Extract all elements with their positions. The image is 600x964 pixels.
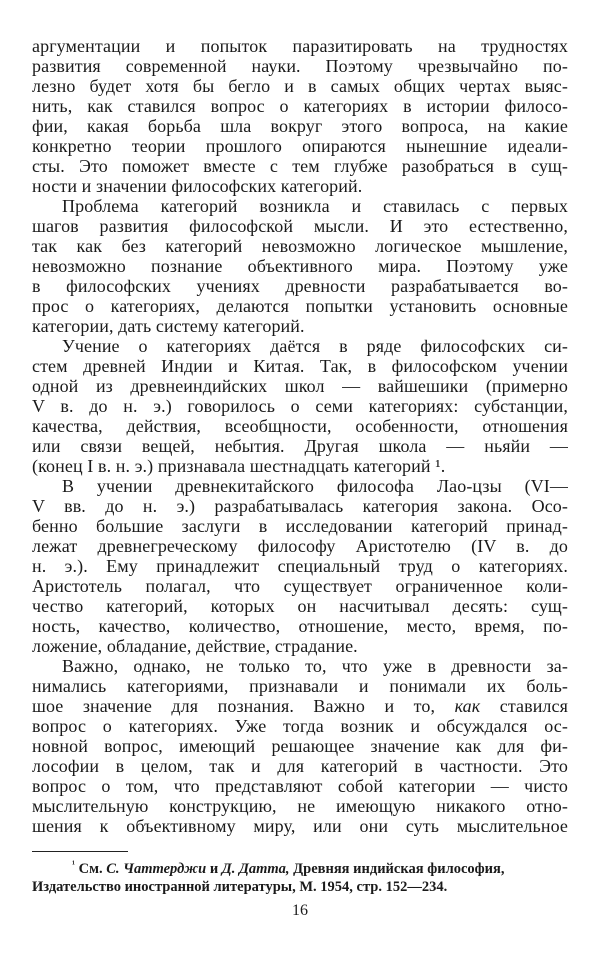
- text-line: ности и значении философских категорий.: [32, 176, 363, 196]
- text-line: Учение о категориях даётся в ряде философских си-: [62, 336, 568, 356]
- text-line: фии, какая борьба шла вокруг этого вопроса, на какие: [32, 116, 568, 136]
- text-line: бенно большие заслуги в исследовании категорий принад-: [32, 516, 568, 536]
- text-line: Важно, однако, не только то, что уже в древности за-: [62, 656, 568, 676]
- text-line: конкретно теории прошлого опираются нынешние идеали-: [32, 136, 568, 156]
- footnote-title: Древняя индийская философия,: [293, 861, 505, 877]
- text-line: аргументации и попыток паразитировать на трудностях: [32, 36, 568, 56]
- text-line: лезно будет хотя бы бегло и в самых общих чертах выяс-: [32, 76, 568, 96]
- text-line: нимались категориями, признавали и понимали их боль-: [32, 676, 568, 696]
- footnote-marker: ¹: [72, 859, 75, 871]
- text-line: шагов развития философской мысли. И это естественно,: [32, 216, 568, 236]
- page-number: 16: [292, 902, 308, 919]
- text-line: ность, качество, количество, отношение, место, время, по-: [32, 616, 568, 636]
- paragraph: [32, 36, 568, 196]
- emphasis-text: как: [454, 696, 481, 716]
- text-line: [32, 696, 568, 716]
- text-line: категории, дать систему категорий.: [32, 316, 305, 336]
- footnote-divider: [32, 851, 128, 852]
- paragraph: [32, 476, 568, 656]
- text-segment: ставился: [480, 696, 568, 716]
- footnote-author-2: Д. Датта,: [221, 861, 290, 877]
- text-line: Проблема категорий возникла и ставилась с первых: [62, 196, 568, 216]
- footnote-and: и: [209, 861, 219, 877]
- paragraph: [32, 336, 568, 476]
- text-line: (конец I в. н. э.) признавала шестнадцать категорий ¹.: [32, 456, 446, 476]
- text-line: ложение, обладание, действие, страдание.: [32, 636, 358, 656]
- paragraph: [32, 196, 568, 336]
- text-line: лософии в целом, так и для категорий в частности. Это: [32, 756, 568, 776]
- text-line: сты. Это поможет вместе с тем глубже разобраться в сущ-: [32, 156, 568, 176]
- footnote-line-2: Издательство иностранной литературы, М. 1954, стр. 152—234.: [32, 879, 448, 895]
- footnote: [32, 860, 562, 896]
- text-segment: шое значение для познания. Важно и то,: [32, 696, 455, 716]
- text-line: V вв. до н. э.) разрабатывалась категория закона. Осо-: [32, 496, 568, 516]
- text-line: так как без категорий невозможно логическое мышление,: [32, 236, 568, 256]
- text-line: В учении древнекитайского философа Лао-цзы (VI—: [62, 476, 568, 496]
- body-text: [32, 36, 568, 836]
- text-line: новной вопрос, имеющий решающее значение как для фи-: [32, 736, 568, 756]
- text-line: или связи вещей, небытия. Другая школа — ньяйи —: [32, 436, 568, 456]
- footnote-see: См.: [78, 861, 103, 877]
- text-line: стем древней Индии и Китая. Так, в философском учении: [32, 356, 568, 376]
- text-line: прос о категориях, делаются попытки установить основные: [32, 296, 568, 316]
- text-line: н. э.). Ему принадлежит специальный труд о категориях.: [32, 556, 568, 576]
- paragraph: [32, 656, 568, 836]
- text-line: Аристотель полагал, что существует ограниченное коли-: [32, 576, 568, 596]
- text-line: качества, действия, всеобщности, особенности, отношения: [32, 416, 568, 436]
- text-line: вопрос о категориях. Уже тогда возник и обсуждался ос-: [32, 716, 568, 736]
- text-line: чество категорий, которых он насчитывал десять: сущ-: [32, 596, 568, 616]
- text-line: развития современной науки. Поэтому чрезвычайно по-: [32, 56, 568, 76]
- text-line: одной из древнеиндийских школ — вайшешики (примерно: [32, 376, 568, 396]
- text-line: нить, как ставился вопрос о категориях в истории филосо-: [32, 96, 568, 116]
- footnote-author-1: С. Чаттерджи: [106, 861, 207, 877]
- text-line: шения к объективному миру, или они суть мыслительное: [32, 816, 568, 836]
- text-line: мыслительную конструкцию, не имеющую никакого отно-: [32, 796, 568, 816]
- text-line: в философских учениях древности разрабатывается во-: [32, 276, 568, 296]
- text-line: вопрос о том, что представляют собой категории — чисто: [32, 776, 568, 796]
- text-line: лежат древнегреческому философу Аристотелю (IV в. до: [32, 536, 568, 556]
- text-line: невозможно познание объективного мира. Поэтому уже: [32, 256, 568, 276]
- text-line: V в. до н. э.) говорилось о семи категориях: субстанции,: [32, 396, 568, 416]
- footnote-line-1: [32, 860, 562, 878]
